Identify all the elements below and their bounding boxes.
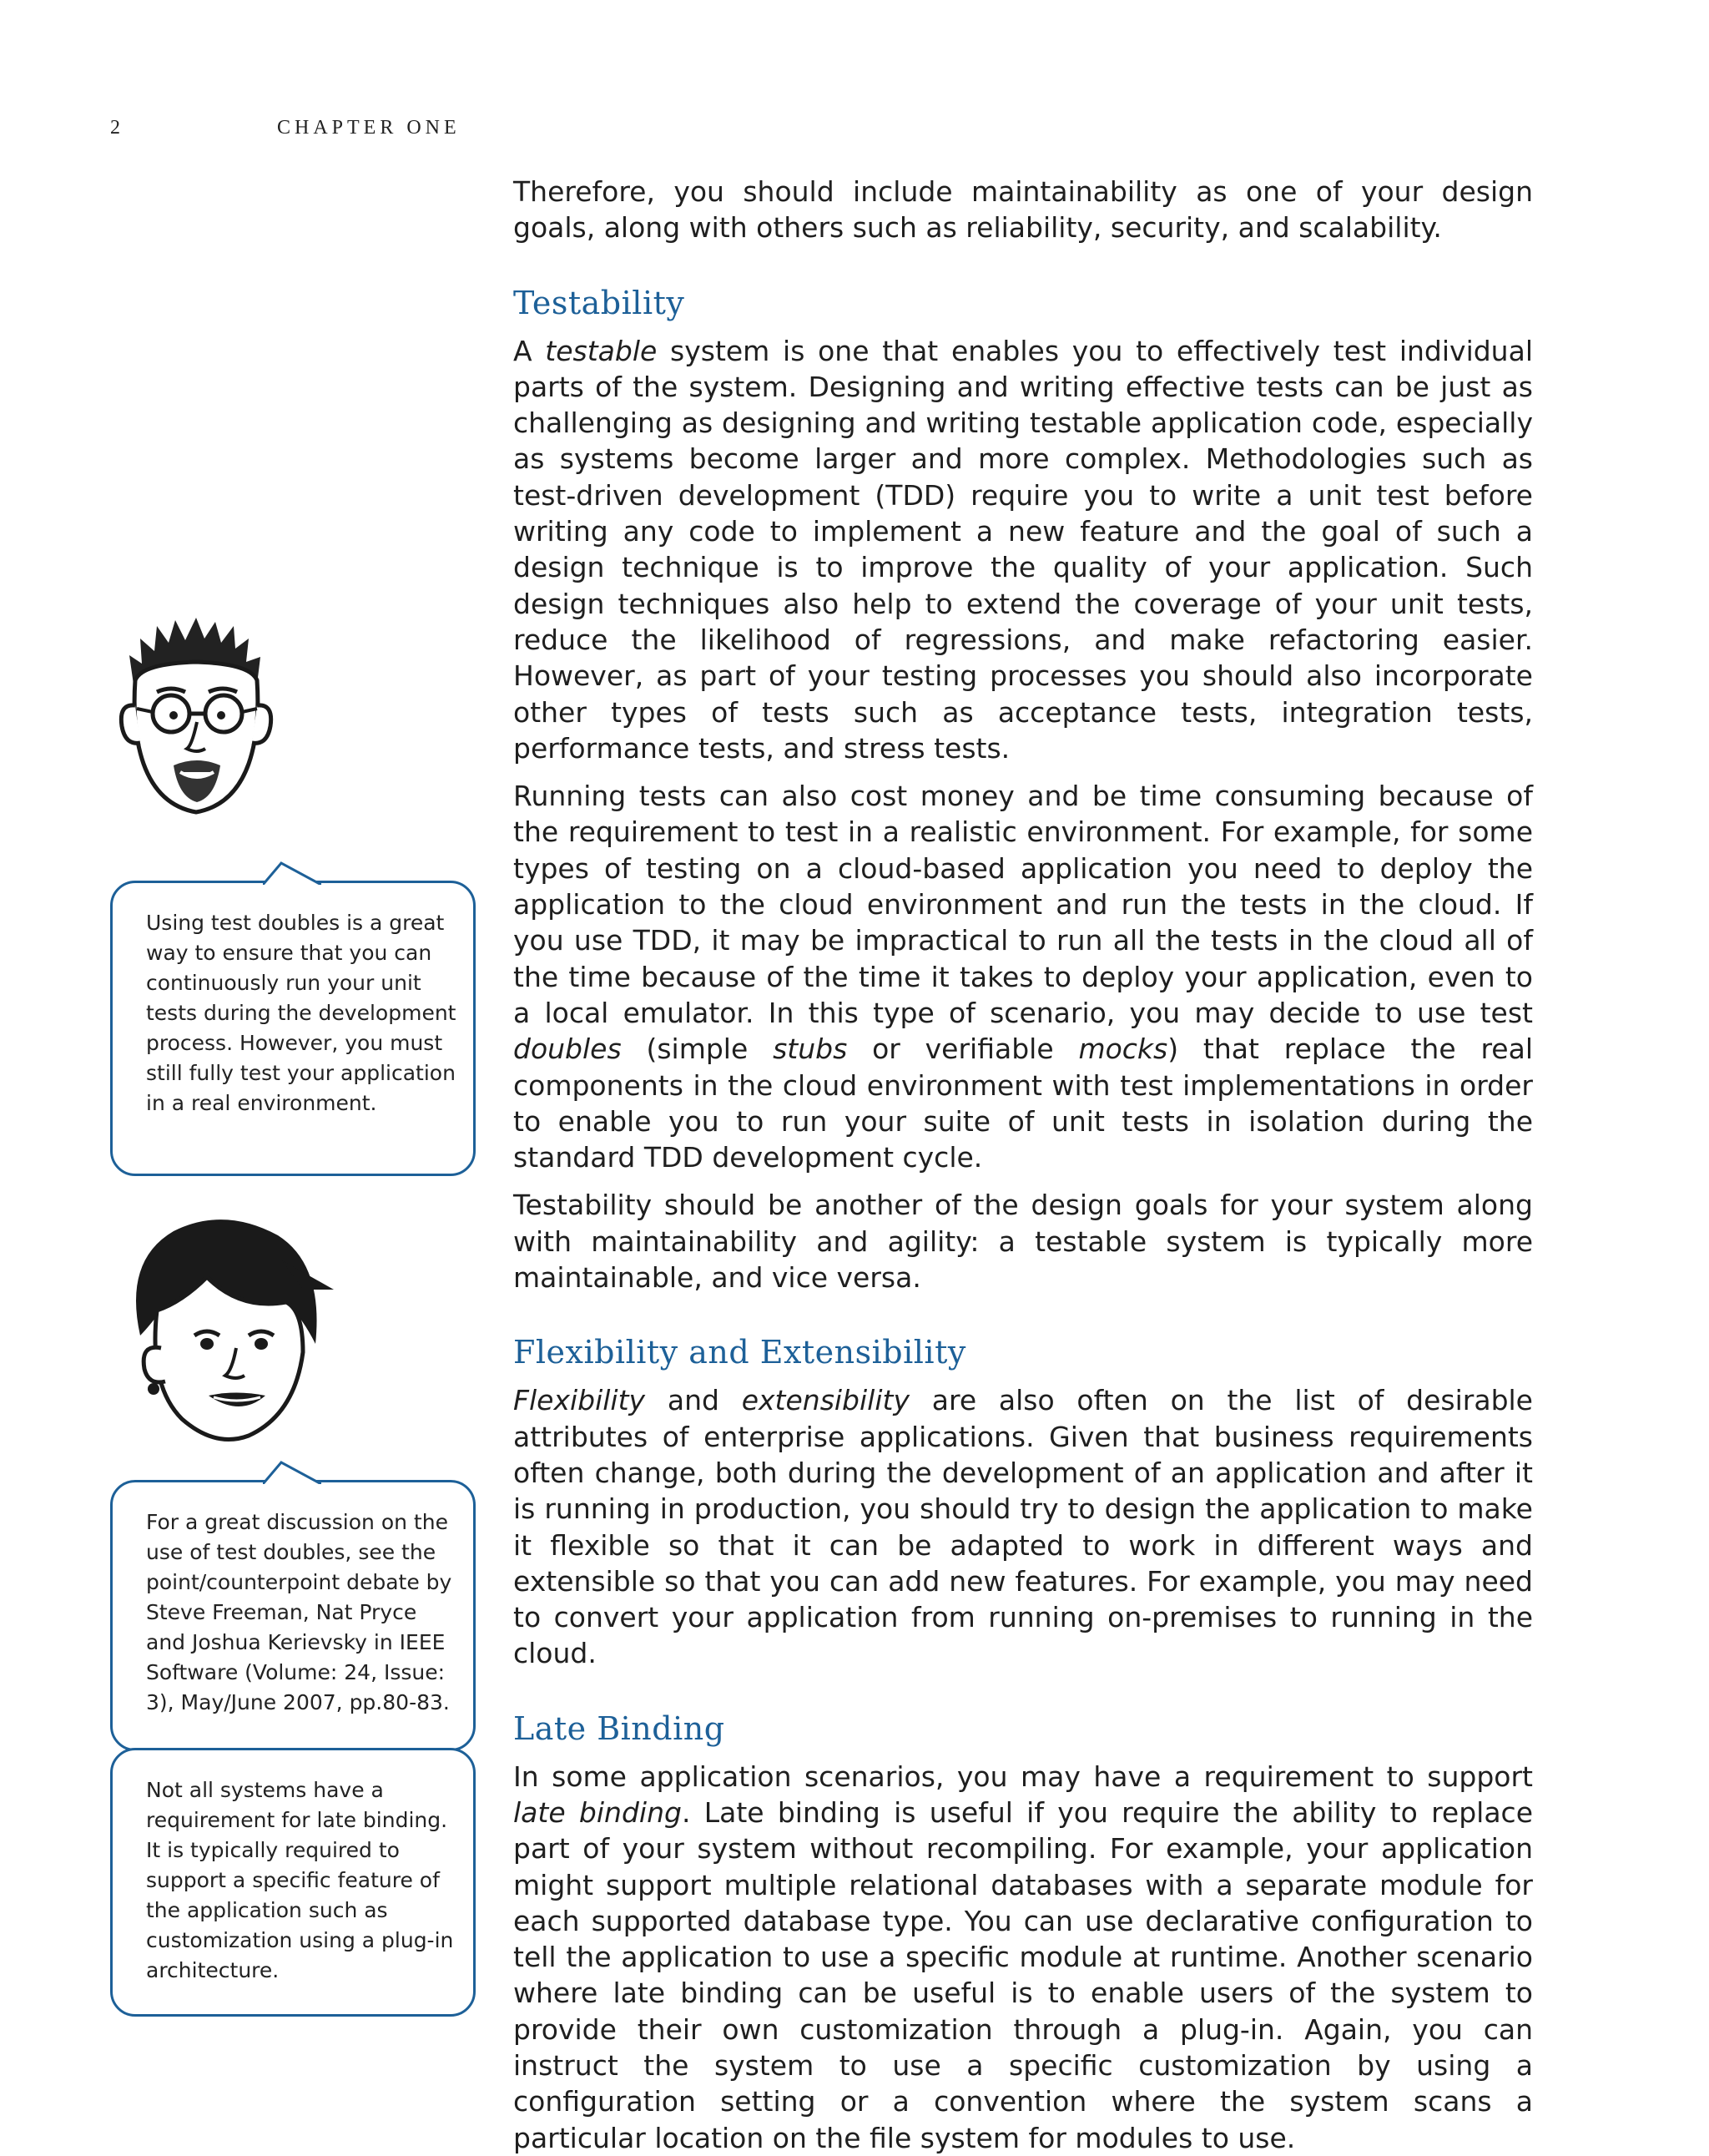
sidebar-note-late-binding bbox=[110, 1748, 476, 2017]
sidebar-note-text: For a great discussion on the use of test doubles, see the point/counterpoint debate by Steve Freeman, Nat Pryce and Joshua Kerievsky in IEEE Software (Volume: 24, Issue: 3), May/June 2007, pp.80-83. bbox=[146, 1510, 452, 1714]
heading-testability: Testability bbox=[513, 284, 685, 321]
main-column bbox=[513, 174, 1533, 2156]
sidebar-note-reference bbox=[110, 1480, 476, 1751]
heading-flexibility: Flexibility and Extensibility bbox=[513, 1334, 966, 1371]
testability-paragraph-1: A testable system is one that enables you to effectively test individual parts of the system. Designing and writing effective tests can be just as challenging as designing and writing testable application code, especially as systems become larger and more complex. Methodologies such as test-driven development (TDD) require you to write a unit test before writing any code to implement a new feature and the goal of such a design technique is to improve the quality of your application. Such design techniques also help to extend the coverage of your unit tests, reduce the likelihood of regressions, and make refactoring easier. However, as part of your testing processes you should also incorporate other types of tests such as acceptance tests, integration tests, performance tests, and stress tests. bbox=[513, 334, 1533, 765]
testability-paragraph-3: Testability should be another of the design goals for your system along with maintainability and agility: a testable system is typically more maintainable, and vice versa. bbox=[513, 1189, 1533, 1295]
sidebar-note-text: Not all systems have a requirement for late binding. It is typically required to support a specific feature of the application such as customization using a plug-in architecture. bbox=[146, 1778, 454, 1982]
page-number: 2 bbox=[110, 117, 120, 139]
testability-paragraph-2: Running tests can also cost money and be time consuming because of the requirement to test in a realistic environment. For example, for some types of testing on a cloud-based application you need to deploy the application to the cloud environment and run the tests in the cloud. If you use TDD, it may be impractical to run all the tests in the cloud all of the time because of the time it takes to deploy your application, even to a local emulator. In this type of scenario, you may decide to use test doubles (simple stubs or verifiable mocks) that replace the real components in the cloud environment with test implementations in order to enable you to run your suite of unit tests in isolation during the standard TDD development cycle. bbox=[513, 780, 1533, 1174]
male-character-avatar bbox=[108, 605, 284, 826]
female-character-avatar bbox=[115, 1210, 340, 1452]
sidebar-note-text: Using test doubles is a great way to ensure that you can continuously run your unit tests during the development process. However, you must still fully test your application in a real environment. bbox=[146, 911, 456, 1115]
late-binding-paragraph: In some application scenarios, you may have a requirement to support late binding. Late binding is useful if you require the ability to replace part of your system without recompiling. For example, your application might support multiple relational databases with a separate module for each supported database type. You can use declarative configuration to tell the application to use a specific module at runtime. Another scenario where late binding can be useful is to enable users of the system to provide their own customization through a plug-in. Again, you can instruct the system to use a specific customization by using a configuration setting or a convention where the system scans a particular location on the file system for modules to use. bbox=[513, 1760, 1533, 2154]
intro-paragraph: Therefore, you should include maintainability as one of your design goals, along with others such as reliability, security, and scalability. bbox=[513, 175, 1533, 245]
speech-bubble-tail bbox=[263, 1461, 321, 1484]
heading-late-binding: Late Binding bbox=[513, 1709, 725, 1747]
flexibility-paragraph: Flexibility and extensibility are also often on the list of desirable attributes of enterprise applications. Given that business requirements often change, both during the development of an application and after it is running in production, you should try to design the application to make it flexible so that it can be adapted to work in different ways and extensible so that you can add new features. For example, you may need to convert your application from running on-premises to running in the cloud. bbox=[513, 1384, 1533, 1670]
chapter-title: CHAPTER ONE bbox=[277, 117, 461, 139]
sidebar-note-test-doubles bbox=[110, 881, 476, 1176]
speech-bubble-tail bbox=[263, 861, 321, 885]
